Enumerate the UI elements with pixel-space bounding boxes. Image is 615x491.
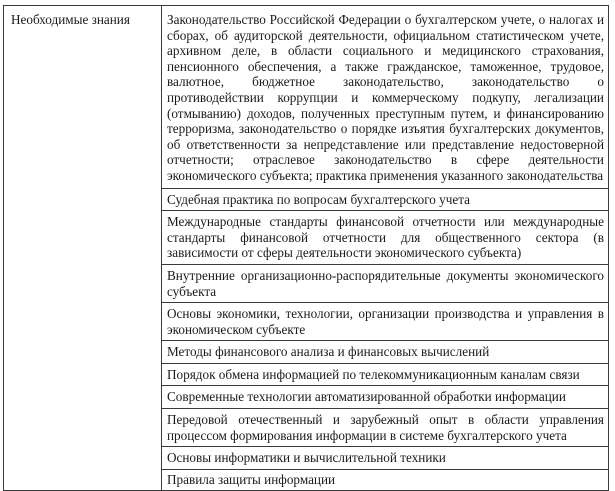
knowledge-item: Порядок обмена информацией по телекоммуникационным каналам связи [162, 363, 609, 386]
knowledge-item: Современные технологии автоматизированной обработки информации [162, 386, 609, 409]
knowledge-item: Правила защиты информации [162, 469, 609, 491]
table-row [4, 6, 609, 189]
knowledge-item: Методы финансового анализа и финансовых вычислений [162, 341, 609, 364]
header-label-cell [4, 6, 162, 491]
knowledge-item: Законодательство Российской Федерации о бухгалтерском учете, о налогах и сборах, об аудиторской деятельности, официальном статистическом учете, архивном деле, в области социального и медицинского страхования, пенсионного обеспечения, а также гражданское, таможенное, трудовое, валютное, бюджетное законодательство, законодательство о противодействии коррупции и коммерческому подкупу, легализации (отмыванию) доходов, полученных преступным путем, и финансированию терроризма, законодательство о порядке изъятия бухгалтерских документов, об ответственности за непредставление или представление недостоверной отчетности; отраслевое законодательство в сфере деятельности экономического субъекта; практика применения указанного законодательства [162, 6, 609, 189]
knowledge-item: Основы информатики и вычислительной техники [162, 447, 609, 470]
knowledge-item: Основы экономики, технологии, организации производства и управления в экономическом субъекте [162, 303, 609, 341]
header-label: Необходимые знания [11, 12, 130, 27]
knowledge-item: Передовой отечественный и зарубежный опыт в области управления процессом формирования информации в системе бухгалтерского учета [162, 409, 609, 447]
knowledge-item: Международные стандарты финансовой отчетности или международные стандарты финансовой отчетности для общественного сектора (в зависимости от сферы деятельности экономического субъекта) [162, 211, 609, 265]
knowledge-item: Внутренние организационно-распорядительные документы экономического субъекта [162, 264, 609, 302]
knowledge-item: Судебная практика по вопросам бухгалтерского учета [162, 188, 609, 211]
knowledge-table [3, 5, 609, 491]
